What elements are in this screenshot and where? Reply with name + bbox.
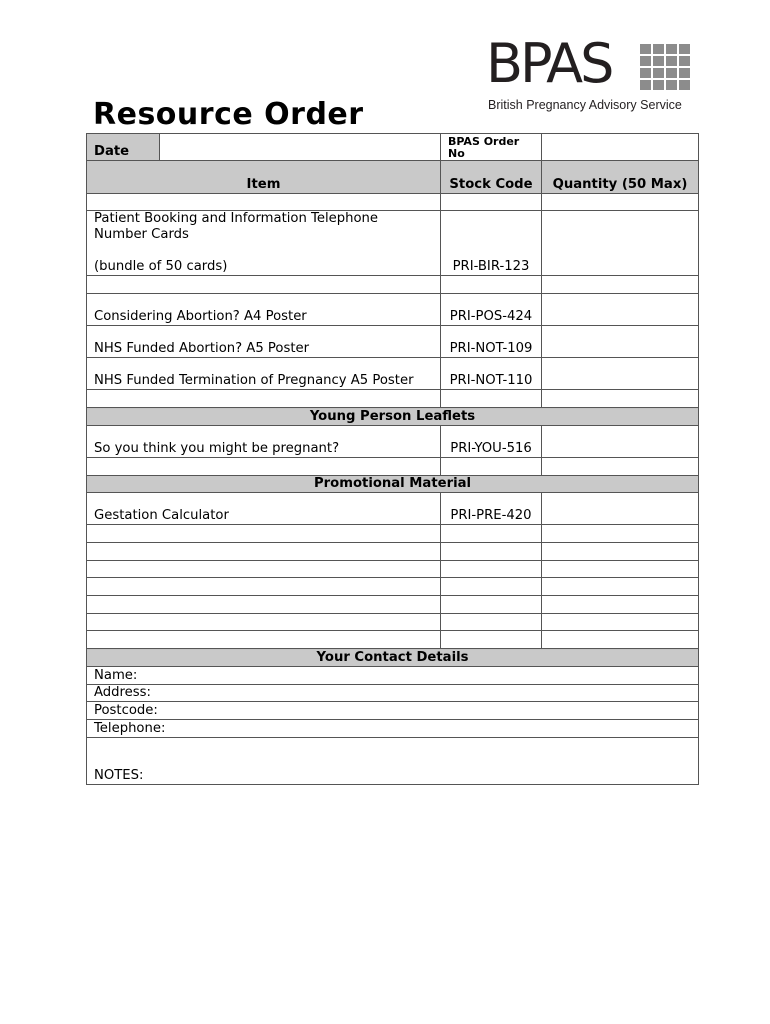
table-row [87,211,699,276]
table-row [87,614,699,631]
notes-field[interactable]: NOTES: [87,738,699,785]
table-row [87,596,699,614]
item-name: NHS Funded Termination of Pregnancy A5 Poster [87,358,441,390]
quantity-field[interactable] [542,358,699,390]
table-row [87,493,699,525]
stock-code: PRI-NOT-110 [441,358,542,390]
quantity-field[interactable] [542,194,699,211]
section-promotional: Promotional Material [87,476,699,493]
item-note: (bundle of 50 cards) [94,259,228,274]
quantity-field[interactable] [542,614,699,631]
quantity-field[interactable] [542,578,699,596]
logo-grid-icon [640,44,692,92]
name-field[interactable]: Name: [87,667,699,685]
quantity-field[interactable] [542,294,699,326]
item-name: So you think you might be pregnant? [87,426,441,458]
stock-code-header: Stock Code [441,161,542,194]
quantity-field[interactable] [542,326,699,358]
quantity-field[interactable] [542,631,699,649]
stock-code: PRI-NOT-109 [441,326,542,358]
section-contact: Your Contact Details [87,649,699,667]
table-row [87,543,699,561]
quantity-field[interactable] [542,561,699,578]
table-row [87,631,699,649]
stock-code: PRI-YOU-516 [441,426,542,458]
table-row [87,276,699,294]
item-header: Item [87,161,441,194]
table-row [87,561,699,578]
table-row [87,390,699,408]
quantity-field[interactable] [542,596,699,614]
page-title: Resource Order [93,97,364,132]
resource-order-form [86,133,699,785]
stock-code: PRI-POS-424 [441,294,542,326]
order-no-field[interactable] [542,134,699,161]
item-name: Considering Abortion? A4 Poster [87,294,441,326]
date-label: Date [87,134,160,161]
address-field[interactable]: Address: [87,685,699,702]
table-row [87,525,699,543]
table-row [87,358,699,390]
postcode-field[interactable]: Postcode: [87,702,699,720]
quantity-header: Quantity (50 Max) [542,161,699,194]
item-name: Patient Booking and Information Telephone Number Cards [94,211,379,242]
logo-wordmark: BPAS [486,32,612,95]
section-young-person: Young Person Leaflets [87,408,699,426]
stock-code: PRI-PRE-420 [441,493,542,525]
table-row [87,194,699,211]
logo-tagline: British Pregnancy Advisory Service [488,98,682,112]
quantity-field[interactable] [542,543,699,561]
table-row [87,294,699,326]
quantity-field[interactable] [542,276,699,294]
quantity-field[interactable] [542,211,699,276]
quantity-field[interactable] [542,525,699,543]
date-field[interactable] [160,134,441,161]
order-no-label: BPAS Order No [441,134,542,161]
bpas-logo [486,32,698,120]
table-row [87,458,699,476]
quantity-field[interactable] [542,390,699,408]
quantity-field[interactable] [542,458,699,476]
table-row [87,578,699,596]
table-row [87,426,699,458]
item-name: NHS Funded Abortion? A5 Poster [87,326,441,358]
stock-code: PRI-BIR-123 [441,211,542,276]
quantity-field[interactable] [542,493,699,525]
telephone-field[interactable]: Telephone: [87,720,699,738]
item-name: Gestation Calculator [87,493,441,525]
table-row [87,326,699,358]
quantity-field[interactable] [542,426,699,458]
